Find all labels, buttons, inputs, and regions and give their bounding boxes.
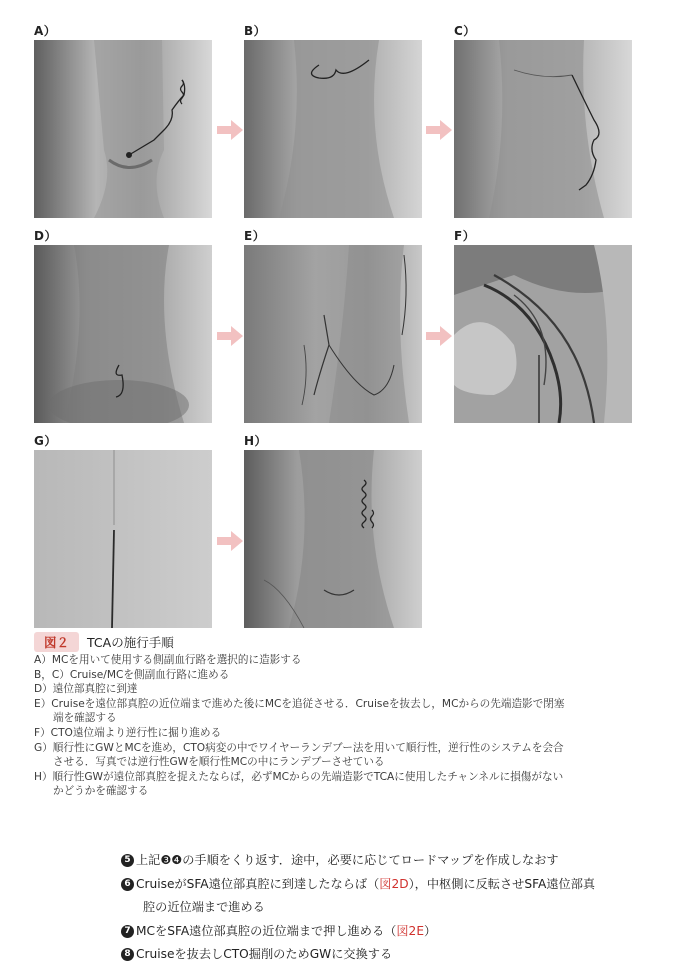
panel-label-b: B）: [244, 24, 267, 38]
arrow-right-icon: [217, 120, 243, 140]
step-text: CruiseがSFA遠位部真腔に到達したならば（: [136, 876, 380, 891]
caption-line: 端を確認する: [53, 712, 117, 725]
step-text: ）: [424, 923, 437, 938]
caption-line: させる．写真では逆行性GWを順行性MCの中にランデブーさせている: [53, 756, 385, 769]
fluoroscopy-image-g: [34, 450, 212, 628]
step-text: 上記❸❹の手順をくり返す．途中，必要に応じてロードマップを作成しなおす: [136, 853, 559, 867]
fluoroscopy-image-a: [34, 40, 212, 218]
figure-title: TCAの施行手順: [87, 635, 174, 650]
step-8: [121, 943, 661, 967]
figure-reference-link[interactable]: 図2D: [379, 876, 409, 891]
panel-label-d: D）: [34, 229, 57, 243]
step-text: 腔の近位端まで進める: [143, 900, 265, 914]
arrow-right-icon: [426, 120, 452, 140]
figure-badge: 図２: [34, 632, 79, 652]
caption-line: G）順行性にGWとMCを進め，CTO病変の中でワイヤーランデブー法を用いて順行性，逆行性のシステムを会合: [34, 741, 564, 754]
arrow-right-icon: [426, 326, 452, 346]
step-number-icon: 8: [121, 948, 134, 961]
panel-label-a: A）: [34, 24, 57, 38]
procedure-steps: [121, 849, 661, 967]
caption-line: F）CTO遠位端より逆行性に掘り進める: [34, 726, 222, 739]
figure-caption-body: [34, 653, 654, 799]
panel-label-h: H）: [244, 434, 268, 448]
step-7: [121, 920, 661, 944]
arrow-right-icon: [217, 531, 243, 551]
step-5: [121, 849, 661, 873]
caption-line: かどうかを確認する: [53, 785, 149, 798]
caption-line: B，C）Cruise/MCを側副血行路に進める: [34, 668, 230, 681]
panel-label-e: E）: [244, 229, 266, 243]
step-6: [121, 873, 661, 897]
angiography-image-f: [454, 245, 632, 423]
panel-label-c: C）: [454, 24, 476, 38]
step-6-continuation: [121, 896, 661, 920]
figure-reference-link[interactable]: 図2E: [396, 923, 425, 938]
step-text: ），中枢側に反転させSFA遠位部真: [408, 876, 596, 891]
figure-caption-title: [34, 632, 174, 652]
caption-line: D）遠位部真腔に到達: [34, 683, 138, 696]
caption-line: E）Cruiseを遠位部真腔の近位端まで進めた後にMCを追従させる．Cruiseを抜去し，MCからの先端造影で閉塞: [34, 697, 565, 710]
fluoroscopy-image-e: [244, 245, 422, 423]
step-text: Cruiseを抜去しCTO掘削のためGWに交換する: [136, 947, 393, 961]
panel-label-f: F）: [454, 229, 476, 243]
fluoroscopy-image-h: [244, 450, 422, 628]
fluoroscopy-image-c: [454, 40, 632, 218]
fluoroscopy-image-b: [244, 40, 422, 218]
arrow-right-icon: [217, 326, 243, 346]
fluoroscopy-image-d: [34, 245, 212, 423]
step-number-icon: 7: [121, 925, 134, 938]
panel-label-g: G）: [34, 434, 57, 448]
caption-line: A）MCを用いて使用する側副血行路を選択的に造影する: [34, 654, 302, 666]
caption-line: H）順行性GWが遠位部真腔を捉えたならば，必ずMCからの先端造影でTCAに使用したチャンネルに損傷がない: [34, 770, 564, 783]
step-number-icon: 6: [121, 878, 134, 891]
step-text: MCをSFA遠位部真腔の近位端まで押し進める（: [136, 923, 397, 938]
step-number-icon: 5: [121, 854, 134, 867]
